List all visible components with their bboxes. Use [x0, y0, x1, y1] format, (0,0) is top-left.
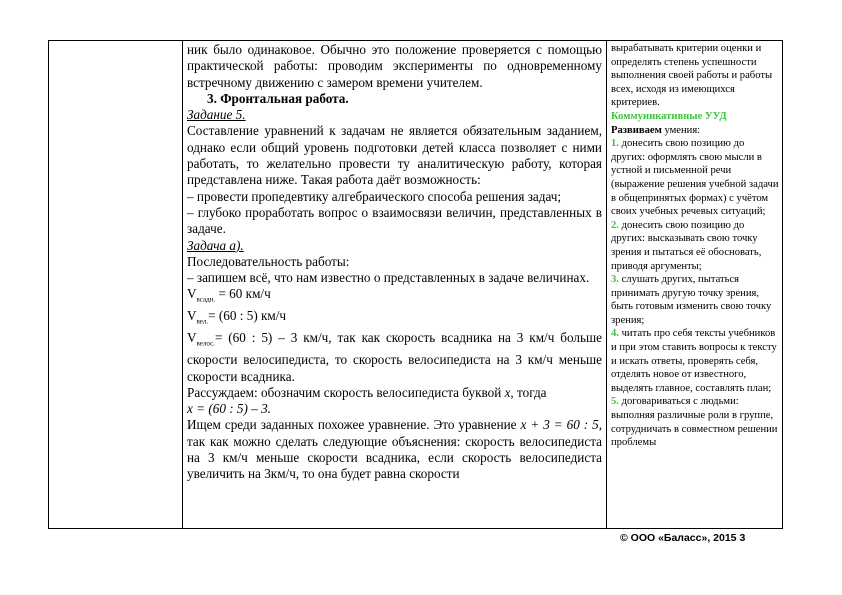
velocity-bike: $V_{вел.}= (60$ : 5) км/ч: [187, 308, 287, 327]
skill-item-3: 3. слушать других, пытаться принимать другую точку зрения, быть готовым изменить свою точку зрения;: [611, 274, 772, 326]
sequence-label: Последовательность работы:: [187, 253, 350, 269]
equation-line: x = (60 : 5) – 3.: [187, 401, 271, 417]
skill-item-4: 4. читать про себя тексты учебников и при этом ставить вопросы к тексту и искать ответы, проверять себя, отделять новое от известного, выделять главное, составлять план;: [611, 328, 777, 394]
task-a-title: Задача а).: [187, 237, 244, 253]
section-heading: 3. Фронтальная работа.: [207, 90, 349, 106]
skill-item-1: 1. донесить свою позицию до других: оформлять свою мысли в устной и письменной речи (выражение решения учебной задачи в общепринятых формах) с учётом своих учебных речевых ситуаций;: [611, 138, 779, 218]
communicative-heading: Коммуникативные УУД: [611, 110, 727, 122]
skill-item-5: 5. договариваться с людьми: выполняя различные роли в группе, сотрудничать в совместном решении проблемы: [611, 396, 778, 449]
content-table: [48, 40, 783, 529]
bullet-propaedeutics: – провести пропедевтику алгебраического способа решения задач;: [187, 188, 562, 204]
paragraph-search-equation: Ищем среди заданных похожее уравнение. Это уравнение x + 3 = 60 : 5, так как можно сделать следующие объяснения: скорость велосипедиста на 3 км/ч меньше скорости всадника, если скорость велосипедиста увеличить на 3км/ч, то она будет равна скорости: [187, 417, 603, 482]
task-5-title: Задание 5.: [187, 107, 246, 123]
side-intro: вырабатывать критерии оценки и определять степень успешности выполнения своей работы и работы всех, исходя из имеющихся критериев.: [611, 43, 773, 109]
bullet-relationship: – глубоко проработать вопрос о взаимосвязи величин, представленных в задаче.: [187, 204, 602, 237]
main-column: [183, 41, 607, 528]
page-footer: © ООО «Баласс», 2015 3: [620, 532, 746, 544]
velocity-cyclist: $V_{велос.}= (60$ : 5) – 3 км/ч, так как скорость всадника на 3 км/ч больше скорости велосипедиста, то скорость велосипедиста на 3 км/ч меньше скорости всадника.: [187, 330, 602, 384]
left-column: [49, 41, 183, 528]
skill-item-2: 2. донесить свою позицию до других: высказывать свою точку зрения и пытаться её обосновать, приводя аргументы;: [611, 219, 762, 272]
side-column: [607, 41, 782, 528]
develop-line: Развиваем умения:: [611, 124, 701, 136]
bullet-known-values: – запишем всё, что нам известно о представленных в задаче величинах.: [187, 270, 590, 286]
reasoning-line: Рассуждаем: обозначим скорость велосипедиста буквой x, тогда: [187, 384, 547, 400]
paragraph-practical-work: ник было одинаковое. Обычно это положение проверяется с помощью практической работы: проводим эксперименты по одновременному встречному движению с замером времени учителем.: [187, 42, 602, 90]
paragraph-equations: Составление уравнений к задачам не является обязательным заданием, однако если общий уровень подготовки детей класса позволяет с ними работать, то желательно провести ту аналитическую работу, которая представлена ниже. Такая работа даёт возможность:: [187, 123, 602, 188]
velocity-rider: $V_{всадн.} = 60$ км/ч: [187, 286, 271, 305]
